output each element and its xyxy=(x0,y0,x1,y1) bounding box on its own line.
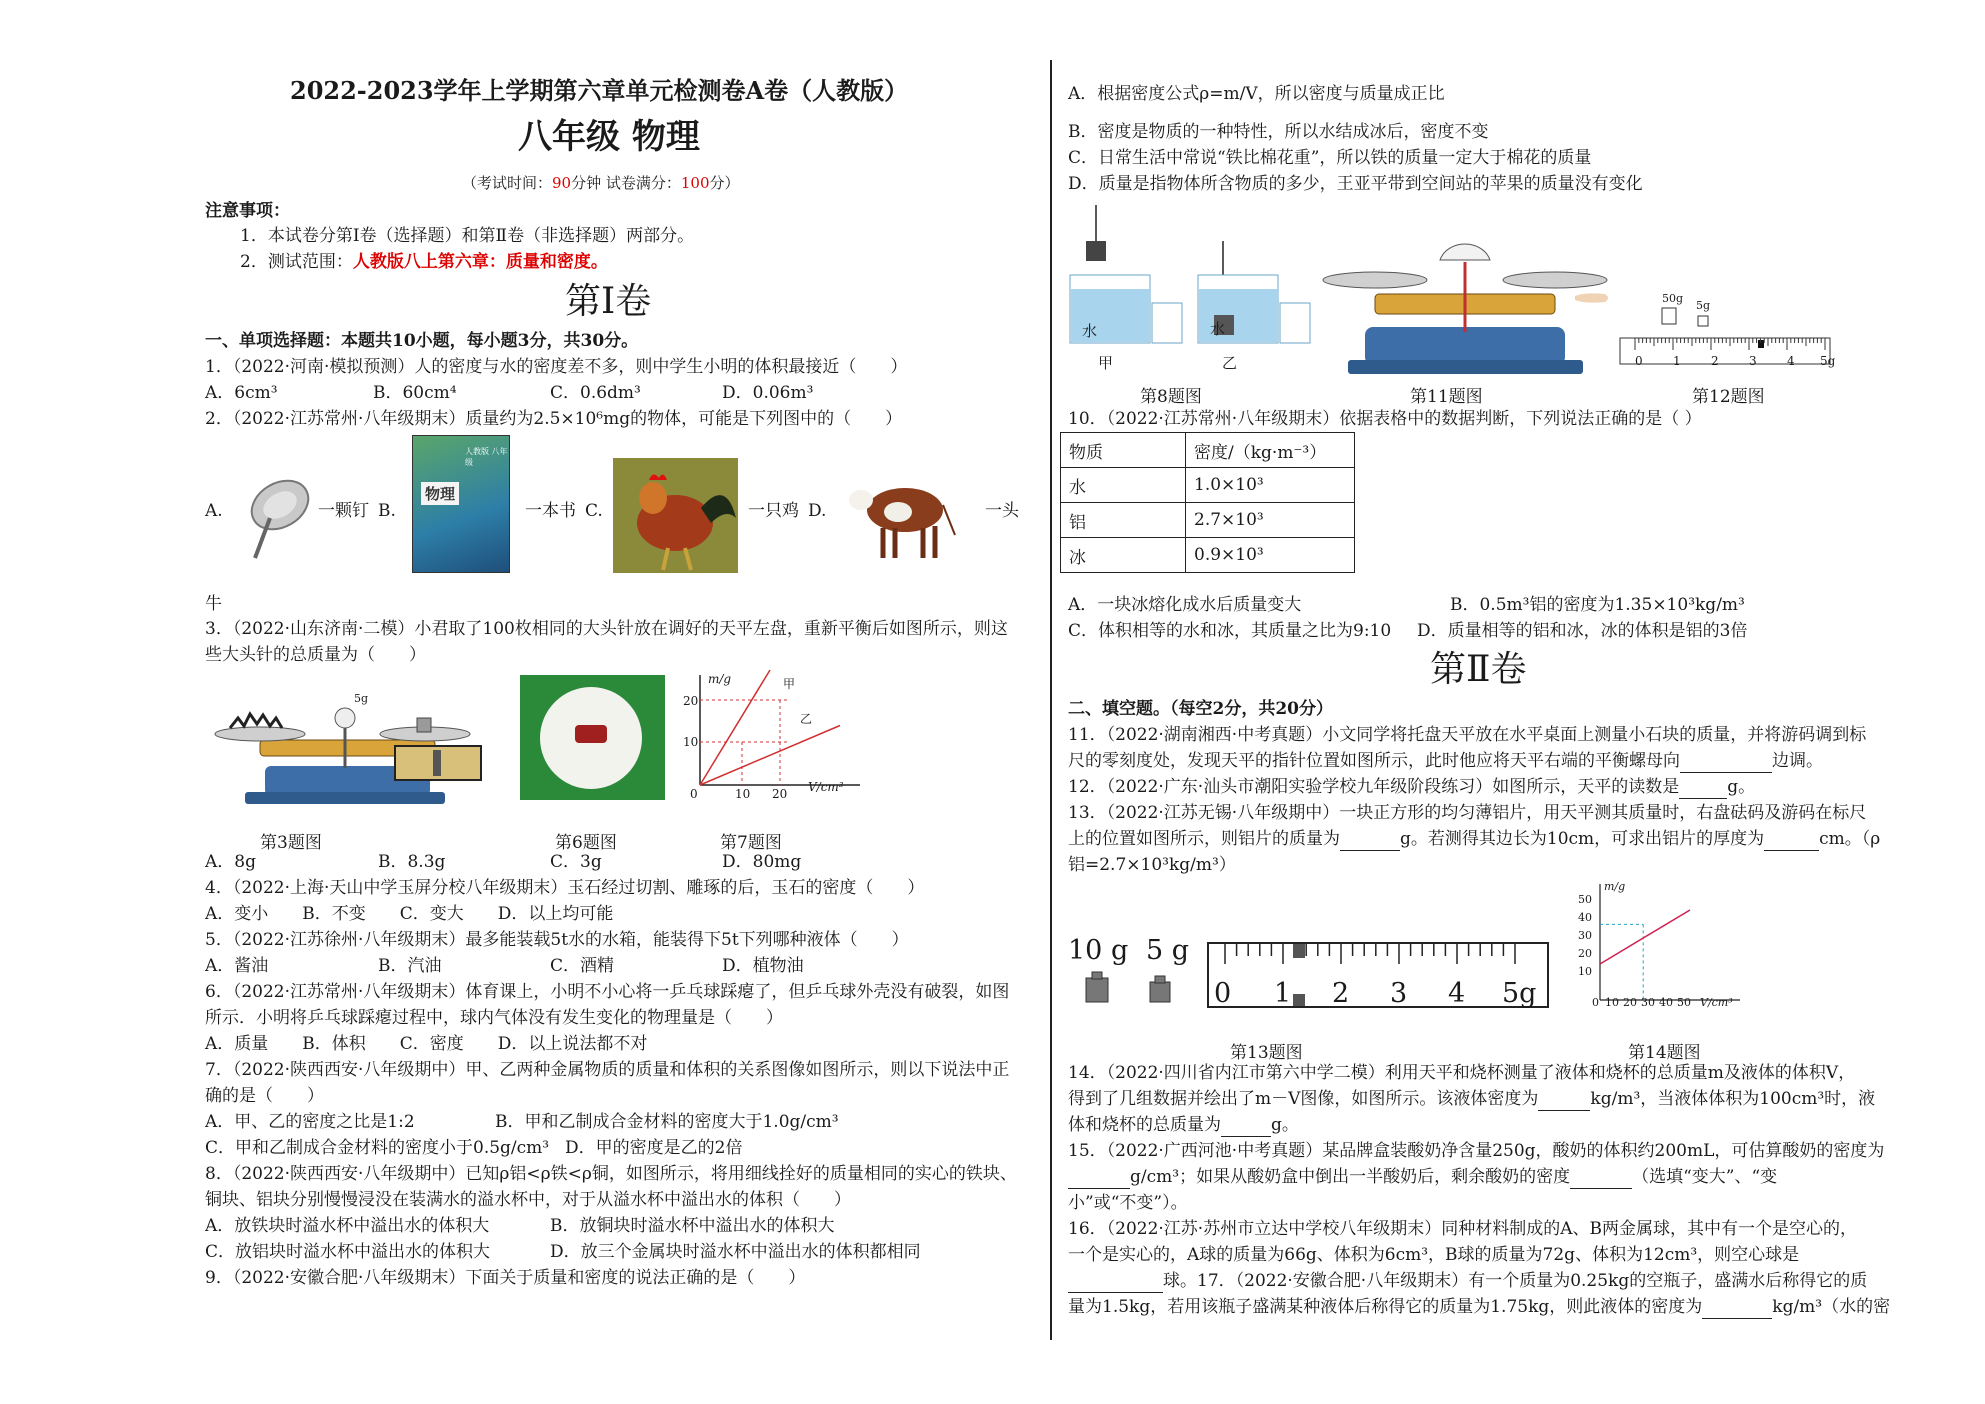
q14-line3 xyxy=(1068,1114,1299,1137)
q13-text-end: cm。（ρ xyxy=(1819,829,1881,849)
q5-option-b: B．汽油 xyxy=(378,956,442,976)
q12-text-end: g。 xyxy=(1727,777,1756,797)
q5-stem: 5．（2022·江苏徐州·八年级期末）最多能装载5t水的水箱，能装得下5t下列哪种液体（ ） xyxy=(205,930,909,950)
time-pre: （考试时间： xyxy=(462,174,553,192)
q11-line2 xyxy=(1068,750,1823,773)
q12-answer-blank[interactable] xyxy=(1679,776,1727,799)
q1-option-b: B．60cm⁴ xyxy=(373,383,457,403)
q8-option-d: D．放三个金属块时溢水杯中溢出水的体积都相同 xyxy=(550,1242,921,1262)
fig7-xlabel: V/cm³ xyxy=(808,780,844,794)
table-cell-substance: 铝 xyxy=(1061,503,1186,538)
q14-density-blank[interactable] xyxy=(1538,1088,1590,1111)
section-1-title: 一、单项选择题：本题共10小题，每小题3分，共30分。 xyxy=(205,331,639,351)
physics-book-image xyxy=(412,435,510,573)
q2-d-text-tail: 牛 xyxy=(205,594,222,614)
q8-option-c: C．放铝块时溢水杯中溢出水的体积大 xyxy=(205,1242,491,1262)
q9-stem: 9．（2022·安徽合肥·八年级期末）下面关于质量和密度的说法正确的是（ ） xyxy=(205,1268,806,1288)
table-cell-substance: 冰 xyxy=(1061,538,1186,573)
q16-q17-text: 球。17．（2022·安徽合肥·八年级期末）有一个质量为0.25kg的空瓶子，盛满水后称得它的质 xyxy=(1163,1271,1868,1291)
figure-14-chart xyxy=(1590,882,1740,1007)
fig7-ylabel: m/g xyxy=(708,672,732,686)
q14-text-end: g。 xyxy=(1271,1115,1299,1135)
fig14-data-line xyxy=(1600,910,1690,964)
fig14-tick-y20: 20 xyxy=(1578,947,1592,960)
q4-options: A．变小 B．不变 C．变大 D．以上均可能 xyxy=(205,904,614,924)
q7-stem-line1: 7．（2022·陕西西安·八年级期中）甲、乙两种金属物质的质量和体积的关系图像如图所示，则以下说法中正 xyxy=(205,1060,1010,1080)
q3-stem-line1: 3．（2022·山东济南·二模）小君取了100枚相同的大头针放在调好的天平左盘，重新平衡后如图所示，则这 xyxy=(205,619,1008,639)
fig7-label-yi: 乙 xyxy=(800,712,813,726)
q14-line1: 14．（2022·四川省内江市第六中学二模）利用天平和烧杯测量了液体和烧杯的总质量m及液体的体积V， xyxy=(1068,1063,1856,1083)
thumbtack-image xyxy=(235,460,315,565)
q14-text-mid: kg/m³，当液体体积为100cm³时，液 xyxy=(1590,1089,1876,1109)
notes-title: 注意事项： xyxy=(205,201,290,221)
q7-option-c: C．甲和乙制成合金材料的密度小于0.5g/cm³ xyxy=(205,1138,550,1158)
q2-c-label: C. xyxy=(585,501,603,521)
q10-option-d: D．质量相等的铝和冰，冰的体积是铝的3倍 xyxy=(1417,621,1748,641)
exam-info xyxy=(462,172,740,194)
q8-option-a: A．放铁块时溢水杯中溢出水的体积大 xyxy=(205,1216,490,1236)
q9-option-d: D．质量是指物体所含物质的多少，王亚平带到空间站的苹果的质量没有变化 xyxy=(1068,174,1643,194)
q11-line1: 11．（2022·湖南湘西·中考真题）小文同学将托盘天平放在水平桌面上测量小石块的质量，并将游码调到标 xyxy=(1068,725,1867,745)
fig13-tick-3: 3 xyxy=(1390,978,1408,1009)
fig3-caption: 第3题图 xyxy=(260,833,322,853)
fig7-tick-y20: 20 xyxy=(683,694,699,708)
q17-line2 xyxy=(1068,1296,1890,1319)
q15-change-blank[interactable] xyxy=(1570,1166,1632,1189)
fig7-caption: 第7题图 xyxy=(720,833,782,853)
q13-text-mid: g。若测得其边长为10cm，可求出铝片的厚度为 xyxy=(1400,829,1765,849)
q3-option-a: A．8g xyxy=(205,852,256,872)
section-2-title: 二、填空题。（每空2分，共20分） xyxy=(1068,699,1333,719)
q14-mass-blank[interactable] xyxy=(1221,1114,1271,1137)
q11-text-end: 边调。 xyxy=(1772,751,1823,771)
q6-stem-line1: 6．（2022·江苏常州·八年级期末）体育课上，小明不小心将一乒乓球踩瘪了，但乒乓球外壳没有破裂，如图 xyxy=(205,982,1010,1002)
q1-stem: 1．（2022·河南·模拟预测）人的密度与水的密度差不多，则中学生小明的体积最接近（ ） xyxy=(205,357,908,377)
q9-option-c: C．日常生活中常说“铁比棉花重”，所以铁的质量一定大于棉花的质量 xyxy=(1068,148,1592,168)
fig14-tick-x50: 50 xyxy=(1677,996,1691,1009)
fig13-tick-2: 2 xyxy=(1332,978,1350,1009)
fig12-tick-3: 3 xyxy=(1749,354,1757,368)
table-cell-density: 0.9×10³ xyxy=(1186,538,1355,573)
q14-text: 得到了几组数据并绘出了m－V图像，如图所示。该液体密度为 xyxy=(1068,1089,1539,1109)
score-value: 100 xyxy=(680,174,710,192)
fig11-caption: 第11题图 xyxy=(1410,387,1483,407)
q16-line1: 16．（2022·江苏·苏州市立达中学校八年级期末）同种材料制成的A、B两金属球，其中有一个是空心的， xyxy=(1068,1219,1857,1239)
q17-answer-blank[interactable] xyxy=(1702,1296,1772,1319)
q8-stem-line1: 8．（2022·陕西西安·八年级期中）已知ρ铝<ρ铁<ρ铜，如图所示，将用细线拴好的质量相同的实心的铁块、 xyxy=(205,1164,1017,1184)
fig12-tick-4: 4 xyxy=(1787,354,1795,368)
q17-text: 量为1.5kg，若用该瓶子盛满某种液体后称得它的质量为1.75kg，则此液体的密度为 xyxy=(1068,1297,1703,1317)
note-2 xyxy=(240,251,608,273)
volume-2-title: 第Ⅱ卷 xyxy=(1430,649,1527,690)
q7-option-a: A．甲、乙的密度之比是1:2 xyxy=(205,1112,415,1132)
q14-line2 xyxy=(1068,1088,1875,1111)
q1-option-a: A．6cm³ xyxy=(205,383,278,403)
note-1: 1．本试卷分第Ⅰ卷（选择题）和第Ⅱ卷（非选择题）两部分。 xyxy=(240,226,695,246)
q2-d-label: D. xyxy=(808,501,827,521)
q12-line1 xyxy=(1068,776,1755,799)
q2-d-text: 一头 xyxy=(985,501,1019,521)
fig8-water-left: 水 xyxy=(1082,322,1098,340)
q6-stem-line2: 所示．小明将乒乓球踩瘪过程中，球内气体没有发生变化的物理量是（ ） xyxy=(205,1008,783,1028)
volume-1-title: 第Ⅰ卷 xyxy=(565,281,652,322)
q13-text: 上的位置如图所示，则铝片的质量为 xyxy=(1068,829,1340,849)
fig12-caption: 第12题图 xyxy=(1692,387,1765,407)
q8-stem-line2: 铜块、铝块分别慢慢浸没在装满水的溢水杯中，对于从溢水杯中溢出水的体积（ ） xyxy=(205,1190,851,1210)
time-mid: 分钟 试卷满分： xyxy=(571,174,681,192)
cow-image xyxy=(843,470,963,565)
fig7-label-jia: 甲 xyxy=(783,677,796,691)
time-value: 90 xyxy=(552,174,572,192)
fig14-caption: 第14题图 xyxy=(1628,1043,1701,1063)
fig7-tick-x10: 10 xyxy=(735,787,751,801)
fig14-tick-y10: 10 xyxy=(1578,965,1592,978)
q2-c-text: 一只鸡 xyxy=(748,501,799,521)
table-cell-substance: 水 xyxy=(1061,468,1186,503)
table-cell-density: 1.0×10³ xyxy=(1186,468,1355,503)
q15-text: g/cm³；如果从酸奶盒中倒出一半酸奶后，剩余酸奶的密度 xyxy=(1130,1167,1571,1187)
fig13-weight-5g: 5 g xyxy=(1146,935,1190,966)
q15-line1: 15．（2022·广西河池·中考真题）某品牌盒装酸奶净含量250g，酸奶的体积约200mL，可估算酸奶的密度为 xyxy=(1068,1141,1885,1161)
q1-option-c: C．0.6dm³ xyxy=(550,383,641,403)
fig6-caption: 第6题图 xyxy=(555,833,617,853)
q11-text: 尺的零刻度处，发现天平的指针位置如图所示，此时他应将天平右端的平衡螺母向 xyxy=(1068,751,1680,771)
fig14-tick-x20: 20 xyxy=(1623,996,1637,1009)
q12-text: 12．（2022·广东·汕头市潮阳实验学校九年级阶段练习）如图所示，天平的读数是 xyxy=(1068,777,1680,797)
book-cover-edition: 人教版 八年级 xyxy=(465,447,508,467)
q15-line3: 小”或“不变”）。 xyxy=(1068,1193,1188,1213)
q9-option-a: A．根据密度公式ρ=m/V，所以密度与质量成正比 xyxy=(1068,84,1445,104)
q3-option-c: C．3g xyxy=(550,852,602,872)
q5-option-d: D．植物油 xyxy=(722,956,804,976)
q7-stem-line2: 确的是（ ） xyxy=(205,1086,324,1106)
time-post: 分） xyxy=(709,174,740,192)
fig12-weight-5g: 5g xyxy=(1696,299,1711,312)
q5-option-a: A．酱油 xyxy=(205,956,269,976)
q3-stem-line2: 些大头针的总质量为（ ） xyxy=(205,645,426,665)
q2-stem: 2．（2022·江苏常州·八年级期末）质量约为2.5×10⁶mg的物体，可能是下列图中的（ ） xyxy=(205,409,903,429)
figure-12-weights-ruler xyxy=(1620,306,1835,368)
fig12-tick-1: 1 xyxy=(1673,354,1681,368)
table-header-substance: 物质 xyxy=(1061,433,1186,468)
subject-title: 八年级 物理 xyxy=(518,117,700,157)
fig14-tick-x40: 40 xyxy=(1659,996,1673,1009)
q10-option-b: B．0.5m³铝的密度为1.35×10³kg/m³ xyxy=(1450,595,1745,615)
fig13-tick-1: 1 xyxy=(1274,978,1292,1009)
fig14-tick-x0: 0 xyxy=(1592,996,1599,1009)
fig8-water-right: 水 xyxy=(1210,320,1226,338)
q9-option-b: B．密度是物质的一种特性，所以水结成冰后，密度不变 xyxy=(1068,122,1489,142)
column-divider xyxy=(1050,60,1052,1340)
q13-line1: 13．（2022·江苏无锡·八年级期中）一块正方形的均匀薄铝片，用天平测其质量时，右盘砝码及游码在标尺 xyxy=(1068,803,1867,823)
q2-b-text: 一本书 xyxy=(525,501,576,521)
q10-option-a: A．一块冰熔化成水后质量变大 xyxy=(1068,595,1302,615)
q6-options: A．质量 B．体积 C．密度 D．以上说法都不对 xyxy=(205,1034,648,1054)
q2-a-label: A. xyxy=(205,501,223,521)
q8-option-b: B．放铜块时溢水杯中溢出水的体积大 xyxy=(550,1216,835,1236)
rooster-image xyxy=(613,458,738,573)
fig14-tick-x30: 30 xyxy=(1641,996,1655,1009)
q14-text-2: 体和烧杯的总质量为 xyxy=(1068,1115,1221,1135)
fig14-xlabel: V/cm³ xyxy=(1700,996,1733,1009)
fig13-tick-4: 4 xyxy=(1448,978,1466,1009)
q2-b-label: B. xyxy=(378,501,396,521)
q4-stem: 4．（2022·上海·天山中学玉屏分校八年级期末）玉石经过切割、雕琢的后，玉石的密度（ ） xyxy=(205,878,925,898)
q17-text-end: kg/m³（水的密 xyxy=(1772,1297,1891,1317)
fig7-tick-x20: 20 xyxy=(772,787,788,801)
fig7-tick-x0: 0 xyxy=(690,787,698,801)
q11-answer-blank[interactable] xyxy=(1680,750,1772,773)
fig13-tick-5g: 5g xyxy=(1502,978,1537,1009)
q15-text-mid: （选填“变大”、“变 xyxy=(1632,1167,1778,1187)
table-header-density: 密度/（kg·m⁻³） xyxy=(1186,433,1355,468)
q15-density-blank[interactable] xyxy=(1068,1166,1130,1189)
q1-option-d: D．0.06m³ xyxy=(722,383,814,403)
paper-title: 2022-2023学年上学期第六章单元检测卷A卷（人教版） xyxy=(290,76,909,105)
fig14-tick-y40: 40 xyxy=(1578,911,1592,924)
q7-option-d: D．甲的密度是乙的2倍 xyxy=(565,1138,743,1158)
q2-a-text: 一颗钉 xyxy=(318,501,369,521)
q13-line2 xyxy=(1068,828,1880,851)
fig14-tick-y50: 50 xyxy=(1578,893,1592,906)
fig8-label-jia: 甲 xyxy=(1098,354,1114,372)
q10-stem: 10．（2022·江苏常州·八年级期末）依据表格中的数据判断，下列说法正确的是（ ） xyxy=(1068,409,1702,429)
fig14-ylabel: m/g xyxy=(1604,880,1626,893)
figure-13-ruler xyxy=(1207,942,1550,1010)
fig7-tick-y10: 10 xyxy=(683,735,699,749)
fig12-weight-50g: 50g xyxy=(1662,292,1684,305)
fig14-tick-y30: 30 xyxy=(1578,929,1592,942)
q13-mass-blank[interactable] xyxy=(1340,828,1400,851)
q16-line2: 一个是实心的，A球的质量为66g、体积为6cm³，B球的质量为72g、体积为12cm³，则空心球是 xyxy=(1068,1245,1800,1265)
q16-answer-blank[interactable] xyxy=(1068,1270,1163,1293)
q16-line3 xyxy=(1068,1270,1867,1293)
density-table xyxy=(1060,432,1355,573)
q5-option-c: C．酒精 xyxy=(550,956,615,976)
fig12-tick-0: 0 xyxy=(1635,354,1643,368)
q3-weight-label: 5g xyxy=(354,692,369,705)
q10-option-c: C．体积相等的水和冰，其质量之比为9:10 xyxy=(1068,621,1392,641)
book-cover-title: 物理 xyxy=(421,482,459,505)
figure-8-beakers xyxy=(1068,205,1303,350)
fig8-label-yi: 乙 xyxy=(1222,354,1238,372)
q7-option-b: B．甲和乙制成合金材料的密度大于1.0g/cm³ xyxy=(495,1112,839,1132)
table-cell-density: 2.7×10³ xyxy=(1186,503,1355,538)
figure-11-balance xyxy=(1320,232,1610,377)
fig14-tick-x10: 10 xyxy=(1605,996,1619,1009)
fig12-tick-5g: 5g xyxy=(1820,354,1836,368)
fig12-tick-2: 2 xyxy=(1711,354,1719,368)
fig13-weight-10g: 10 g xyxy=(1068,935,1129,966)
fig13-caption: 第13题图 xyxy=(1230,1043,1303,1063)
q13-thickness-blank[interactable] xyxy=(1764,828,1819,851)
note-2-scope: 人教版八上第六章：质量和密度。 xyxy=(352,252,608,272)
figure-3-balance xyxy=(205,688,480,808)
q3-option-b: B．8.3g xyxy=(378,852,446,872)
q13-line3: 铝=2.7×10³kg/m³） xyxy=(1068,855,1236,875)
fig8-caption: 第8题图 xyxy=(1140,387,1202,407)
q3-option-d: D．80mg xyxy=(722,852,802,872)
q15-line2 xyxy=(1068,1166,1777,1189)
fig13-tick-0: 0 xyxy=(1214,978,1232,1009)
figure-6-pingpong xyxy=(520,675,665,800)
note-2-pre: 2．测试范围： xyxy=(240,252,353,272)
